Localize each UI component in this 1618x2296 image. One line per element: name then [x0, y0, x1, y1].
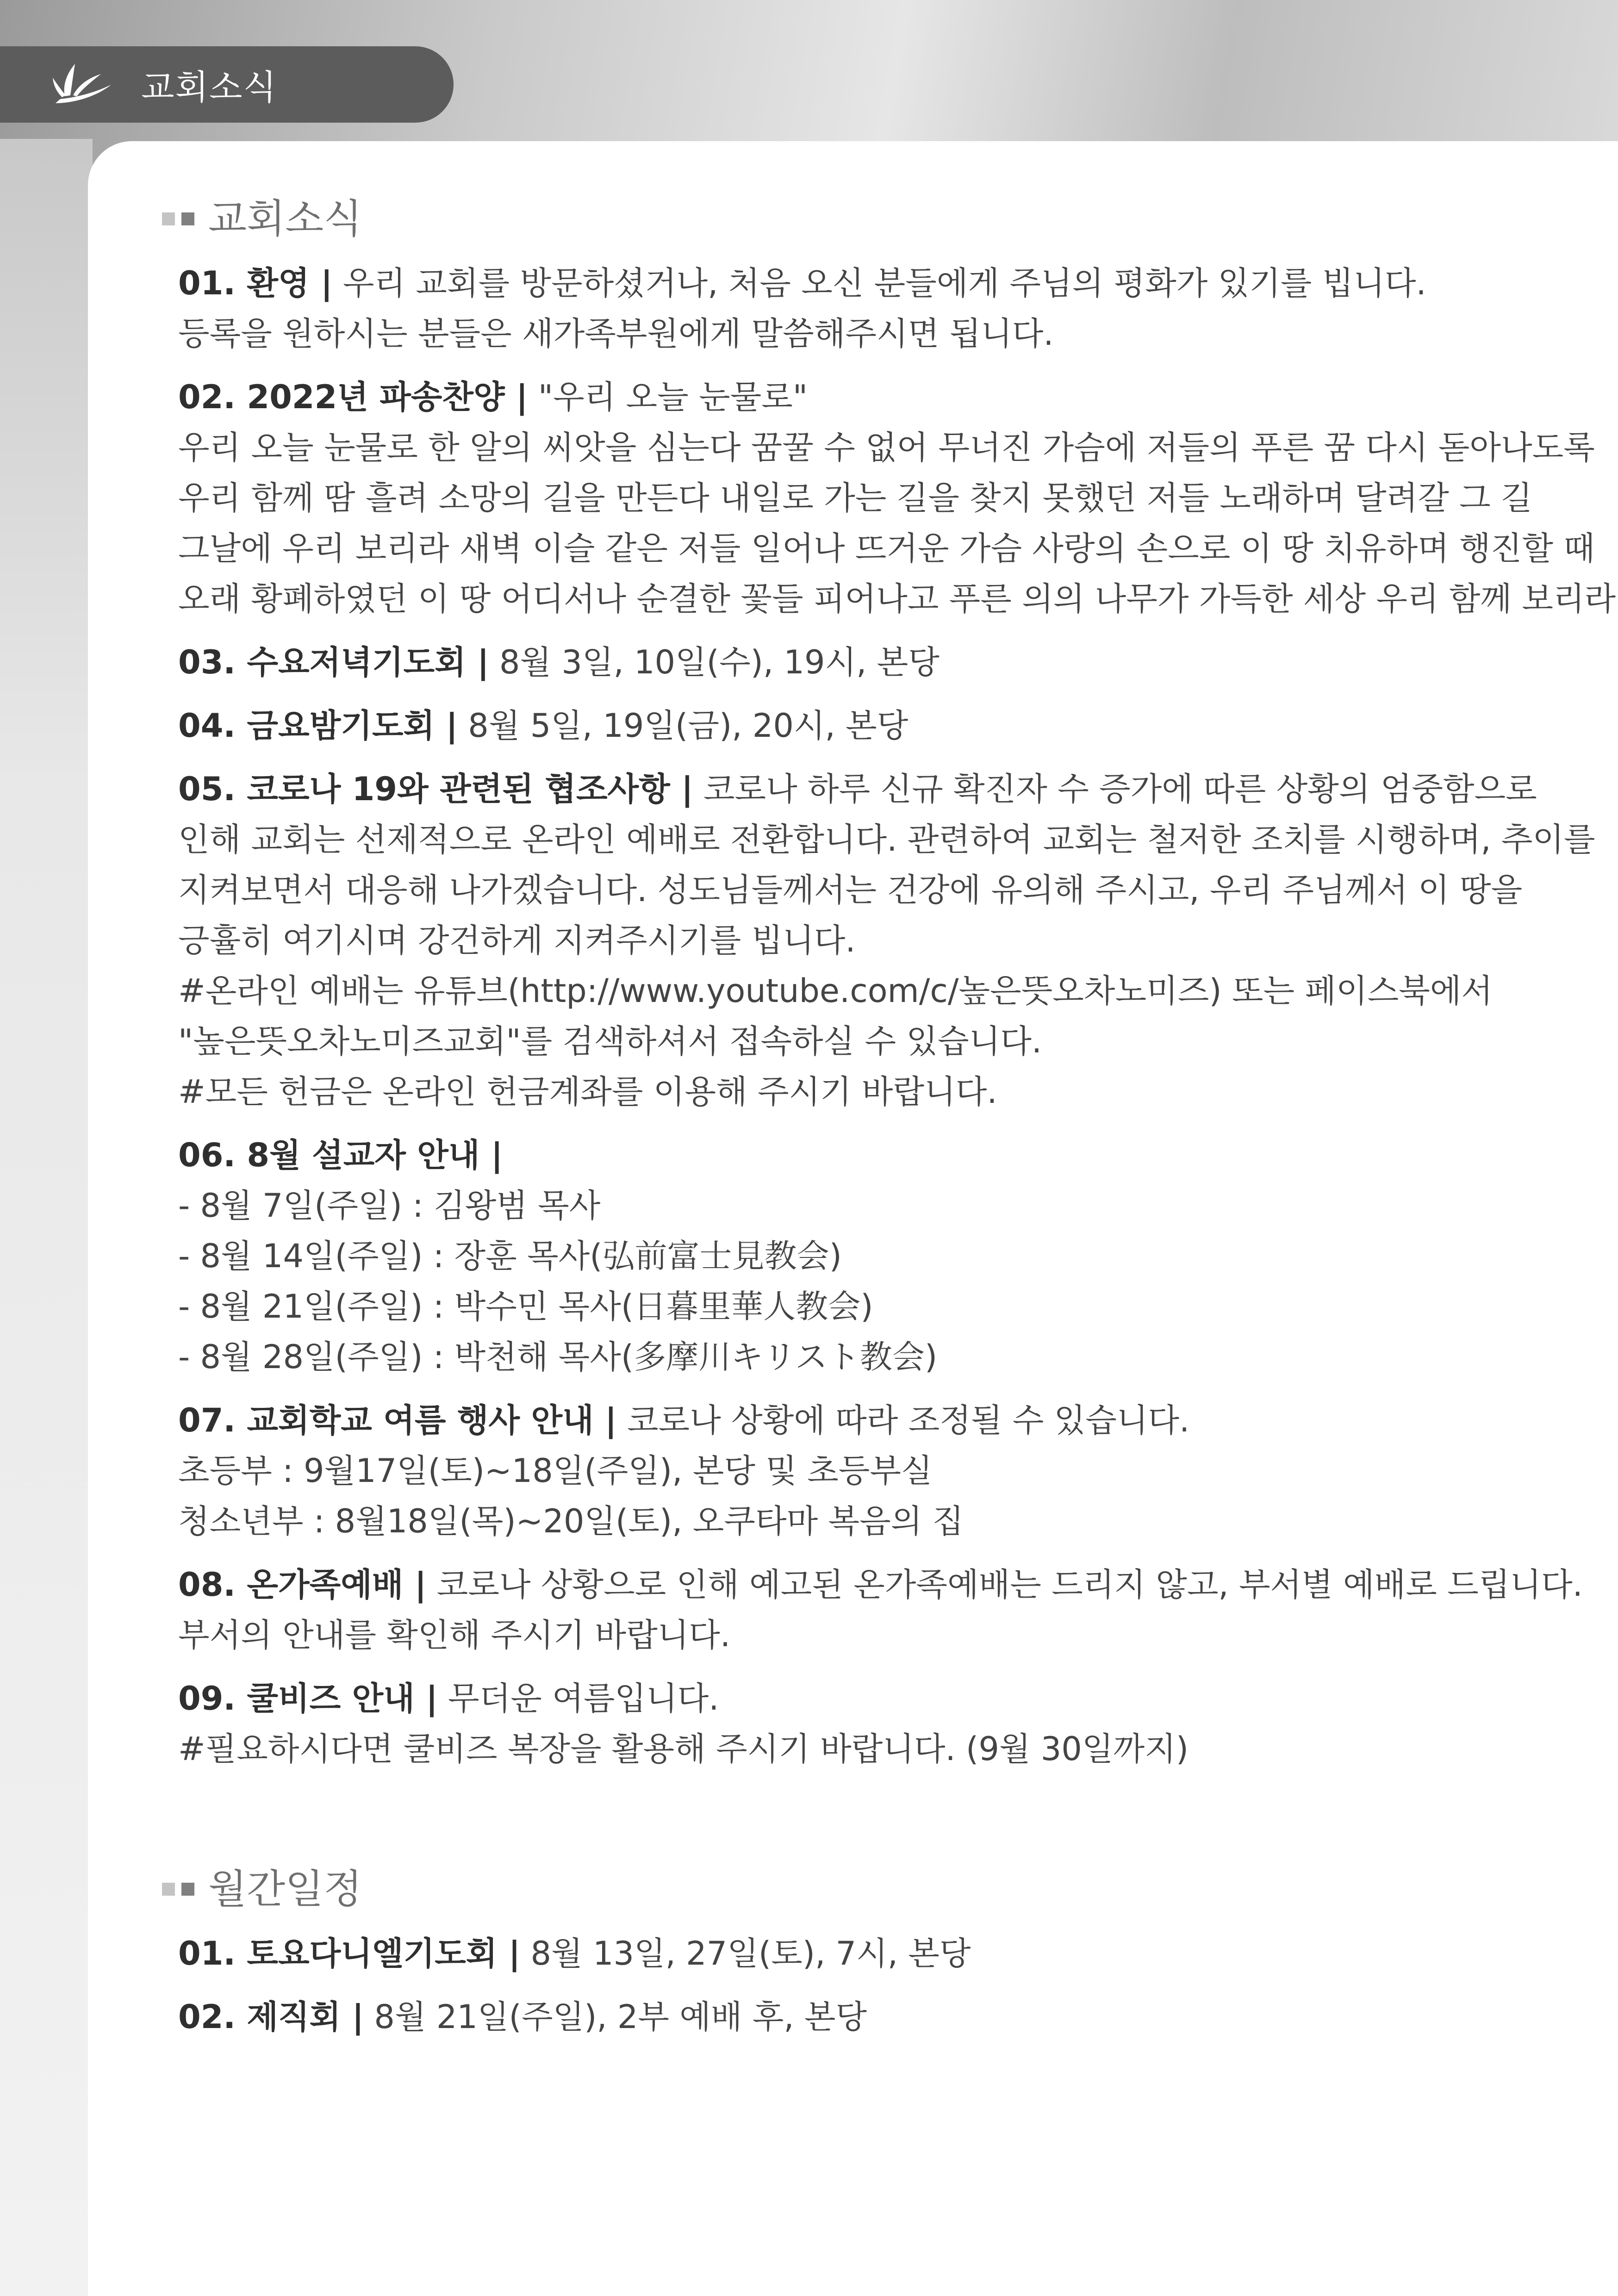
notice-heading: 01. 토요다니엘기도회 | [178, 1935, 521, 1972]
notice-detail-line: #온라인 예배는 유튜브(http://www.youtube.com/c/높은뜻오차노미즈) 또는 페이스북에서 [178, 972, 1493, 1010]
notice-item [178, 258, 1587, 359]
notice-heading: 08. 온가족예배 | [178, 1566, 427, 1604]
notice-heading: 06. 8월 설교자 안내 | [178, 1136, 503, 1174]
section-spacer [162, 1774, 1587, 1855]
section-heading: 월간일정 [208, 1866, 362, 1912]
notice-item [178, 1929, 1587, 1979]
section-title [162, 185, 1587, 245]
content-card [88, 141, 1618, 2296]
notice-item [178, 1130, 1587, 1382]
square-bullet-icon [181, 1883, 194, 1896]
notice-line [178, 1130, 1587, 1181]
header-tab [0, 46, 454, 123]
notice-line [178, 258, 1587, 309]
notice-summary: 코로나 상황으로 인해 예고된 온가족예배는 드리지 않고, 부서별 예배로 드립니다. [426, 1566, 1583, 1604]
notice-line [178, 1992, 1587, 2042]
notice-item [178, 372, 1616, 624]
square-bullet-icon [181, 212, 194, 225]
notice-summary: 무더운 여름입니다. [437, 1680, 719, 1717]
notice-item [178, 1395, 1587, 1547]
notice-line [178, 637, 1587, 688]
notice-detail-line: - 8월 21일(주일) : 박수민 목사(日暮里華人教会) [178, 1288, 873, 1325]
notice-summary: 8월 13일, 27일(토), 7시, 본당 [520, 1935, 971, 1972]
notice-detail-line: "높은뜻오차노미즈교회"를 검색하셔서 접속하실 수 있습니다. [178, 1022, 1042, 1060]
header-title: 교회소식 [141, 67, 277, 107]
notice-summary: 코로나 하루 신규 확진자 수 증가에 따른 상황의 엄중함으로 [693, 770, 1537, 808]
notice-heading: 02. 2022년 파송찬양 | [178, 378, 528, 416]
section-heading: 교회소식 [208, 196, 362, 242]
notice-line [178, 701, 1587, 751]
section-title [162, 1855, 1587, 1916]
notice-detail-line: 긍휼히 여기시며 강건하게 지켜주시기를 빕니다. [178, 921, 856, 959]
notice-item [178, 1992, 1587, 2042]
notice-item [178, 1560, 1587, 1661]
notice-detail-line: 우리 함께 땀 흘려 소망의 길을 만든다 내일로 가는 길을 찾지 못했던 저들 노래하며 달려갈 그 길 [178, 479, 1532, 517]
notice-item [178, 637, 1587, 688]
notice-detail-line: 청소년부 : 8월18일(목)~20일(토), 오쿠타마 복음의 집 [178, 1502, 964, 1540]
content-body [162, 185, 1616, 2042]
notice-heading: 05. 코로나 19와 관련된 협조사항 | [178, 770, 693, 808]
notice-summary: 코로나 상황에 따라 조정될 수 있습니다. [616, 1401, 1190, 1439]
notice-detail-line: 우리 오늘 눈물로 한 알의 씨앗을 심는다 꿈꿀 수 없어 무너진 가슴에 저들의 푸른 꿈 다시 돋아나도록 [178, 429, 1595, 467]
notice-heading: 01. 환영 | [178, 264, 333, 302]
notice-heading: 03. 수요저녁기도회 | [178, 643, 489, 681]
notice-detail-line: #모든 헌금은 온라인 헌금계좌를 이용해 주시기 바랍니다. [178, 1073, 997, 1111]
notice-summary: 8월 21일(주일), 2부 예배 후, 본당 [364, 1998, 867, 2036]
notice-summary: "우리 오늘 눈물로" [528, 378, 808, 416]
notice-heading: 04. 금요밤기도회 | [178, 707, 458, 745]
notice-detail-line: 부서의 안내를 확인해 주시기 바랍니다. [178, 1616, 731, 1654]
notice-item [178, 1674, 1587, 1774]
notice-detail-line: 오래 황폐하였던 이 땅 어디서나 순결한 꽃들 피어나고 푸른 의의 나무가 가득한 세상 우리 함께 보리라 [178, 580, 1616, 618]
notice-detail-line: - 8월 28일(주일) : 박천해 목사(多摩川キリスト教会) [178, 1338, 938, 1376]
notice-detail-line: 초등부 : 9월17일(토)~18일(주일), 본당 및 초등부실 [178, 1452, 933, 1490]
notice-detail-line: - 8월 7일(주일) : 김왕범 목사 [178, 1187, 601, 1225]
notice-item [178, 764, 1595, 1117]
notice-heading: 02. 제직회 | [178, 1998, 364, 2036]
notice-line [178, 372, 1587, 423]
notice-detail-line: #필요하시다면 쿨비즈 복장을 활용해 주시기 바랍니다. (9월 30일까지) [178, 1730, 1189, 1768]
square-bullet-icon [162, 1883, 175, 1896]
side-background [0, 139, 93, 2296]
notice-line [178, 1929, 1587, 1979]
notice-heading: 07. 교회학교 여름 행사 안내 | [178, 1401, 617, 1439]
notice-detail-line: 등록을 원하시는 분들은 새가족부원에게 말씀해주시면 됩니다. [178, 315, 1054, 353]
notice-line [178, 1560, 1587, 1610]
notice-item [178, 701, 1587, 751]
notice-detail-line: 지켜보면서 대응해 나가겠습니다. 성도님들께서는 건강에 유의해 주시고, 우리 주님께서 이 땅을 [178, 871, 1523, 909]
leaf-logo-icon [46, 59, 116, 110]
square-bullet-icon [162, 212, 175, 225]
notice-detail-line: 인해 교회는 선제적으로 온라인 예배로 전환합니다. 관련하여 교회는 철저한 조치를 시행하며, 추이를 [178, 821, 1595, 859]
notice-line [178, 764, 1587, 815]
notice-summary: 8월 3일, 10일(수), 19시, 본당 [489, 643, 940, 681]
notice-line [178, 1395, 1587, 1446]
notice-summary: 우리 교회를 방문하셨거나, 처음 오신 분들에게 주님의 평화가 있기를 빕니다. [332, 264, 1426, 302]
notice-summary: 8월 5일, 19일(금), 20시, 본당 [458, 707, 909, 745]
notice-heading: 09. 쿨비즈 안내 | [178, 1680, 438, 1717]
notice-line [178, 1674, 1587, 1724]
notice-detail-line: 그날에 우리 보리라 새벽 이슬 같은 저들 일어나 뜨거운 가슴 사랑의 손으로 이 땅 치유하며 행진할 때 [178, 529, 1595, 567]
notice-detail-line: - 8월 14일(주일) : 장훈 목사(弘前富士見教会) [178, 1237, 842, 1275]
